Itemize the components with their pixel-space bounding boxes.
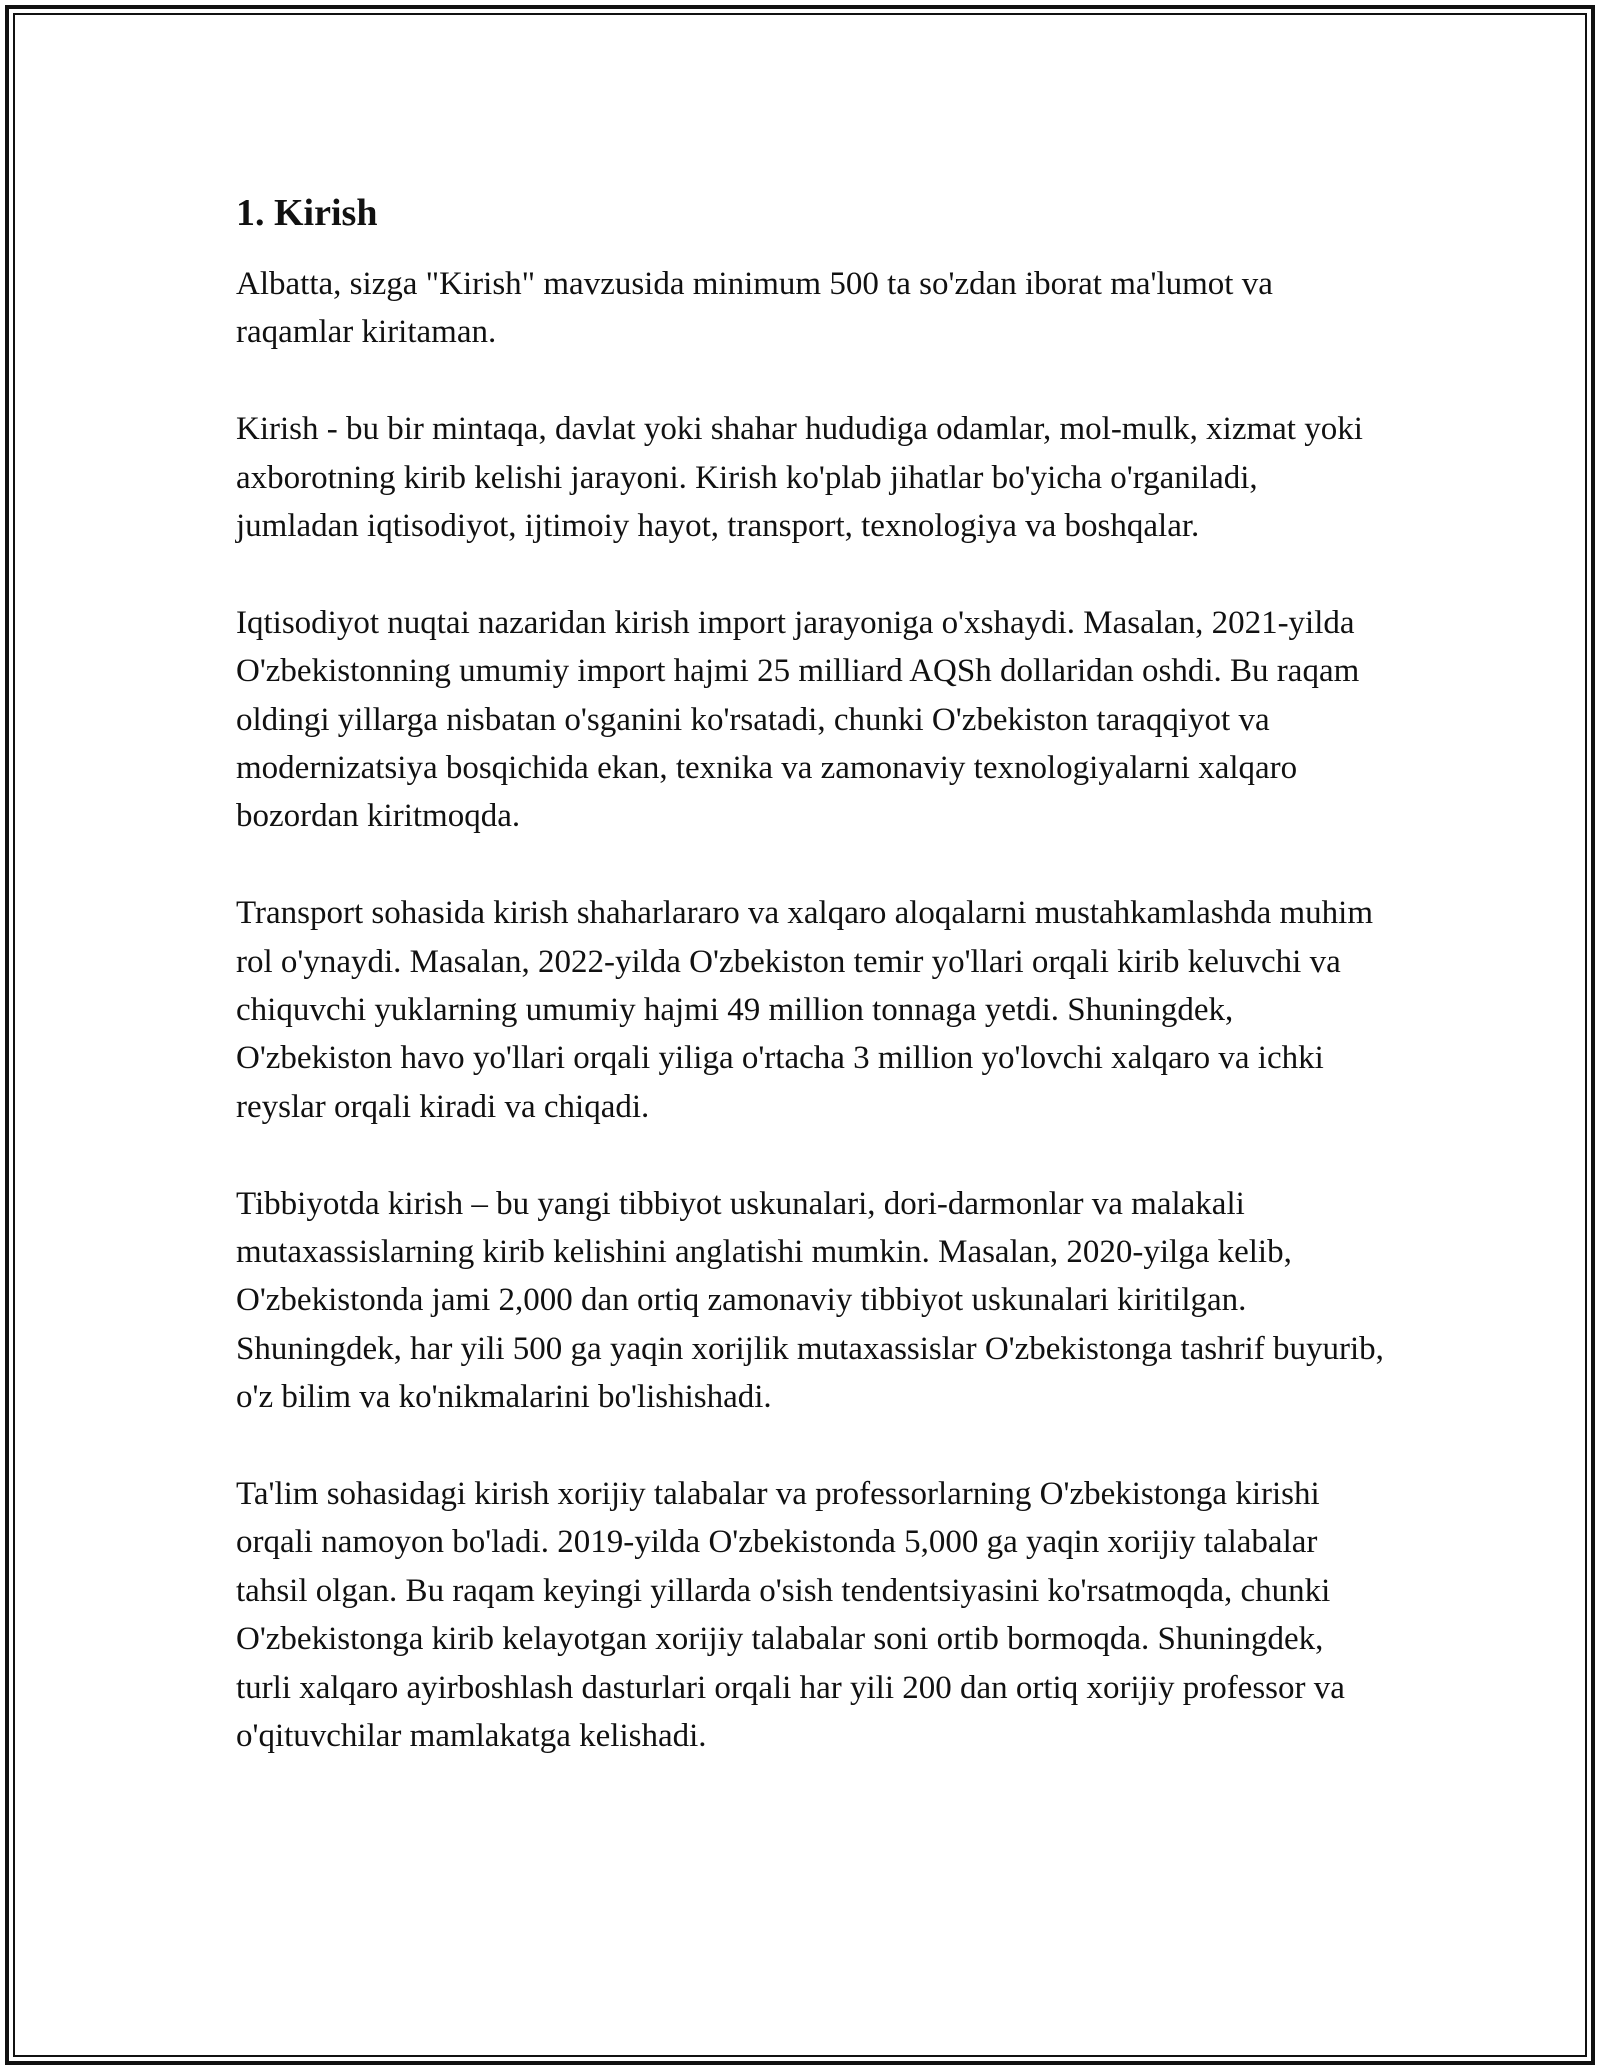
paragraph-economy: Iqtisodiyot nuqtai nazaridan kirish import jarayoniga o'xshaydi. Masalan, 2021-yilda O'zbekistonning umumiy import hajmi 25 milliard AQSh dollaridan oshdi. Bu raqam oldingi yillarga nisbatan o'sganini ko'rsatadi, chunki O'zbekiston taraqqiyot va modernizatsiya bosqichida ekan, texnika va zamonaviy texnologiyalarni xalqaro bozordan kiritmoqda. (236, 604, 1360, 835)
paragraph-education: Ta'lim sohasidagi kirish xorijiy talabalar va professorlarning O'zbekistonga kirishi orqali namoyon bo'ladi. 2019-yilda O'zbekistonda 5,000 ga yaqin xorijiy talabalar tahsil olgan. Bu raqam keyingi yillarda o'sish tendentsiyasini ko'rsatmoqda, chunki O'zbekistonga kirib kelayotgan xorijiy talabalar soni ortib bormoqda. Shuningdek, turli xalqaro ayirboshlash dasturlari orqali har yili 200 dan ortiq xorijiy professor va o'qituvchilar mamlakatga kelishadi. (236, 1476, 1345, 1755)
paragraph-definition: Kirish - bu bir mintaqa, davlat yoki shahar hududiga odamlar, mol-mulk, xizmat yoki axborotning kirib kelishi jarayoni. Kirish ko'plab jihatlar bo'yicha o'rganiladi, jumladan iqtisodiyot, ijtimoiy hayot, transport, texnologiya va boshqalar. (236, 411, 1363, 545)
paragraph-transport: Transport sohasida kirish shaharlararo va xalqaro aloqalarni mustahkamlashda muhim rol o'ynaydi. Masalan, 2022-yilda O'zbekiston temir yo'llari orqali kirib keluvchi va chiquvchi yuklarning umumiy hajmi 49 million tonnaga yetdi. Shuningdek, O'zbekiston havo yo'llari orqali yiliga o'rtacha 3 million yo'lovchi xalqaro va ichki reyslar orqali kiradi va chiqadi. (236, 895, 1374, 1125)
paragraph-intro: Albatta, sizga "Kirish" mavzusida minimum 500 ta so'zdan iborat ma'lumot va raqamlar kiritaman. (236, 266, 1273, 351)
paragraph-medicine: Tibbiyotda kirish – bu yangi tibbiyot uskunalari, dori-darmonlar va malakali mutaxassislarning kirib kelishini anglatishi mumkin. Masalan, 2020-yilga kelib, O'zbekistonda jami 2,000 dan ortiq zamonaviy tibbiyot uskunalari kiritilgan. Shuningdek, har yili 500 ga yaqin xorijlik mutaxassislar O'zbekistonga tashrif buyurib, o'z bilim va ko'nikmalarini bo'lishishadi. (236, 1185, 1384, 1416)
section-heading: 1. Kirish (236, 192, 378, 234)
document-body (236, 188, 1386, 1761)
